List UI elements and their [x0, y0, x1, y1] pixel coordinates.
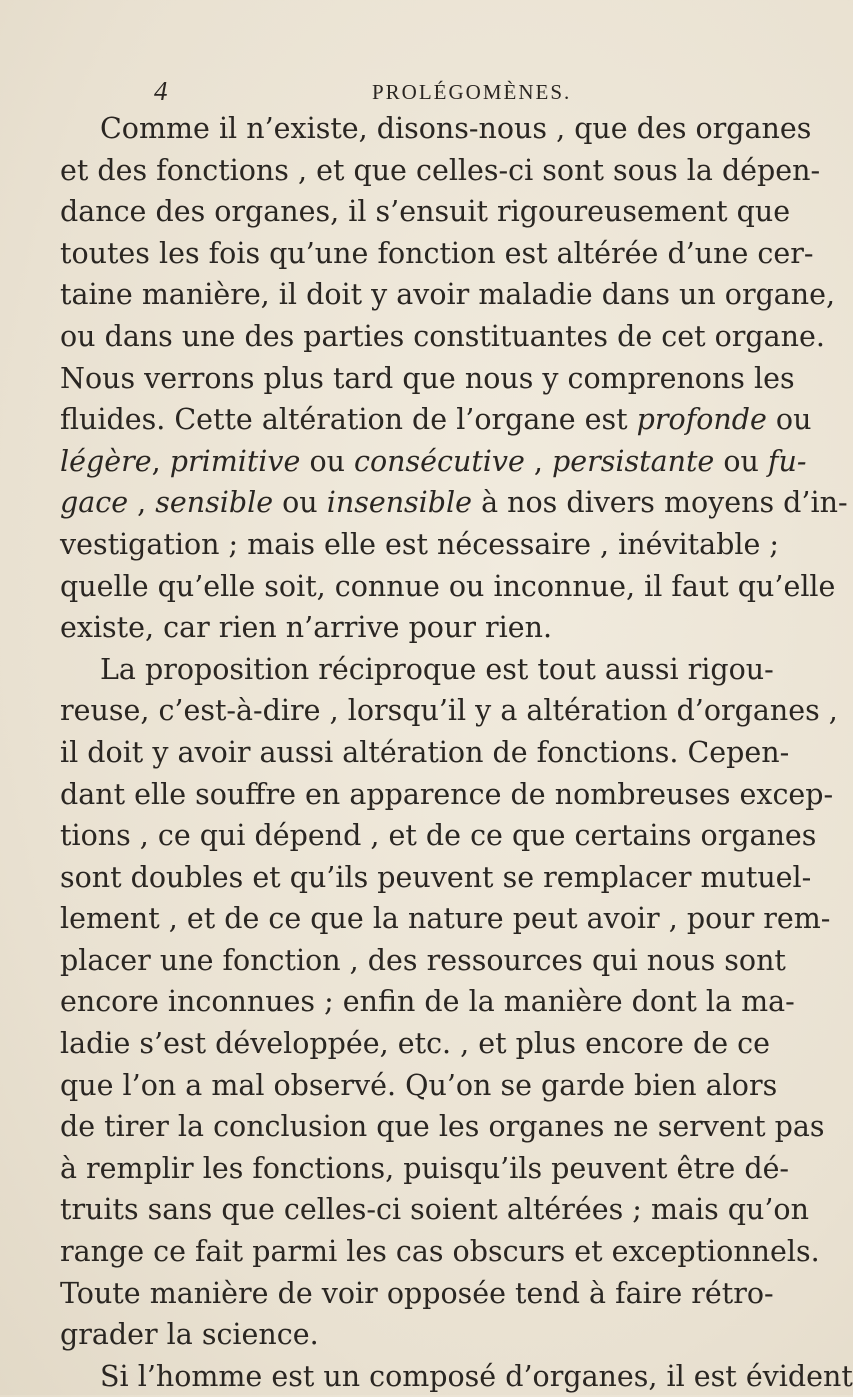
text-line [60, 191, 791, 233]
text-segment: range ce fait parmi les cas obscurs et exceptionnels. [60, 1235, 820, 1269]
text-line [60, 1065, 778, 1107]
italic-text: consécutive [354, 444, 525, 478]
text-segment: lement , et de ce que la nature peut avoir , pour rem- [60, 902, 831, 936]
text-segment: encore inconnues ; enfin de la manière dont la ma- [60, 985, 795, 1019]
text-line [60, 1189, 809, 1231]
text-segment: dance des organes, il s’ensuit rigoureusement que [60, 195, 791, 229]
text-line [60, 358, 795, 400]
text-line [60, 566, 836, 608]
text-segment: , [524, 444, 553, 478]
text-line [60, 815, 817, 857]
text-line [60, 774, 834, 816]
text-segment: , [128, 486, 156, 520]
text-line [60, 649, 774, 691]
page-number: 4 [154, 76, 168, 106]
text-segment: , [151, 444, 170, 478]
text-line [60, 399, 812, 441]
text-segment: taine manière, il doit y avoir maladie dans un organe, [60, 278, 836, 312]
italic-text: primitive [169, 444, 301, 478]
text-line [60, 482, 848, 524]
text-segment: ladie s’est développée, etc. , et plus encore de ce [60, 1027, 770, 1061]
italic-text: profonde [636, 403, 767, 437]
text-segment: ou [273, 486, 327, 520]
italic-text: légère [60, 444, 152, 478]
text-line [60, 524, 779, 566]
running-head-title: PROLÉGOMÈNES. [372, 80, 572, 104]
text-segment: quelle qu’elle soit, connue ou inconnue, il faut qu’elle [60, 569, 836, 603]
text-segment: ou [300, 444, 355, 478]
text-segment: Nous verrons plus tard que nous y comprenons les [60, 361, 795, 395]
text-segment: ou dans une des parties constituantes de cet organe. [60, 319, 825, 353]
text-segment: ou [714, 444, 768, 478]
italic-text: sensible [155, 486, 274, 520]
text-line [60, 233, 814, 275]
text-line [60, 274, 836, 316]
text-line [60, 690, 838, 732]
text-segment: Toute manière de voir opposée tend à faire rétro- [60, 1276, 774, 1310]
text-segment: que l’on a mal observé. Qu’on se garde bien alors [60, 1068, 778, 1102]
text-segment: Comme il n’existe, disons-nous , que des organes [100, 112, 812, 145]
text-segment: vestigation ; mais elle est nécessaire , inévitable ; [60, 527, 779, 561]
text-line [60, 981, 795, 1023]
text-line [60, 1273, 774, 1315]
text-line [60, 1106, 825, 1148]
italic-text: fu- [767, 444, 807, 478]
text-line [60, 1314, 770, 1356]
text-line [60, 940, 786, 982]
text-line [60, 607, 770, 649]
text-segment: toutes les fois qu’une fonction est altérée d’une cer- [60, 236, 814, 270]
text-segment: truits sans que celles-ci soient altérées ; mais qu’on [60, 1193, 809, 1227]
text-segment: ou [766, 403, 812, 437]
text-segment: La proposition réciproque est tout aussi rigou- [100, 652, 774, 686]
text-segment: sont doubles et qu’ils peuvent se remplacer mutuel- [60, 860, 812, 894]
text-line [60, 441, 807, 483]
text-segment: grader la science. [60, 1318, 319, 1352]
text-line [60, 108, 812, 150]
body-text [60, 108, 853, 1397]
text-segment: tions , ce qui dépend , et de ce que certains organes [60, 819, 817, 853]
text-segment: il doit y avoir aussi altération de fonctions. Cepen- [60, 735, 790, 769]
text-line [60, 732, 790, 774]
text-line [60, 898, 831, 940]
text-segment: Si l’homme est un composé d’organes, il est évident [100, 1359, 853, 1393]
text-segment: reuse, c’est-à-dire , lorsqu’il y a altération d’organes , [60, 694, 838, 728]
text-segment: dant elle souffre en apparence de nombreuses excep- [60, 777, 834, 811]
text-line [60, 1231, 820, 1273]
text-segment: et des fonctions , et que celles-ci sont sous la dépen- [60, 153, 821, 187]
text-segment: existe, car rien n’arrive pour rien. [60, 611, 553, 645]
italic-text: gace [60, 486, 129, 520]
text-line [60, 316, 825, 358]
text-line [60, 1148, 790, 1190]
italic-text: insensible [326, 486, 473, 520]
running-head [148, 76, 708, 110]
text-line [60, 150, 821, 192]
text-line [60, 1356, 853, 1397]
italic-text: persistante [552, 444, 715, 478]
text-segment: à remplir les fonctions, puisqu’ils peuvent être dé- [60, 1151, 790, 1185]
text-segment: de tirer la conclusion que les organes ne servent pas [60, 1110, 825, 1144]
text-segment: à nos divers moyens d’in- [472, 486, 848, 520]
text-line [60, 1023, 770, 1065]
text-segment: fluides. Cette altération de l’organe est [60, 403, 637, 437]
text-segment: placer une fonction , des ressources qui nous sont [60, 943, 786, 977]
text-line [60, 857, 812, 899]
